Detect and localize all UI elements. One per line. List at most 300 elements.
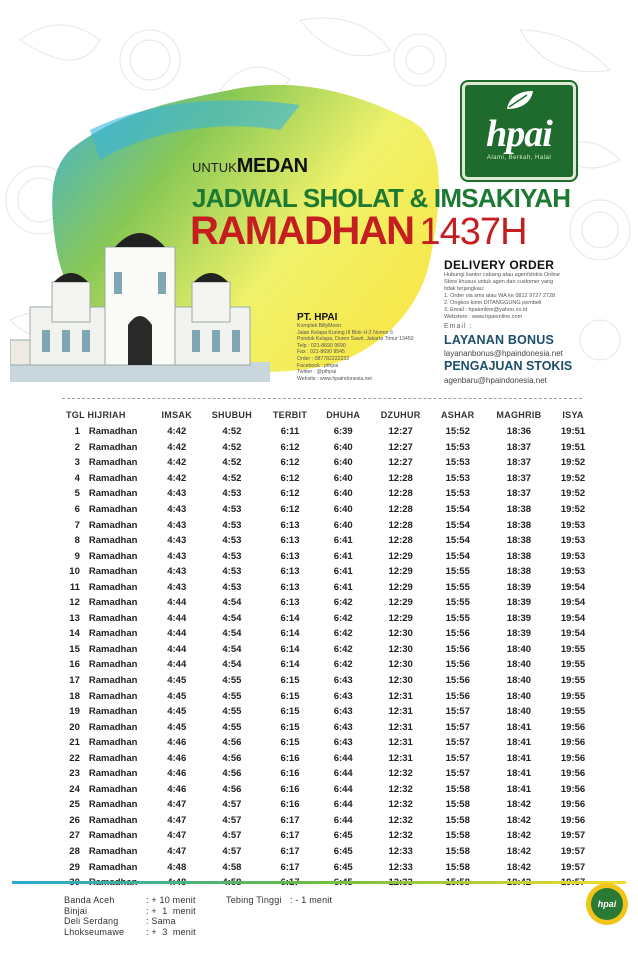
table-row bbox=[60, 533, 592, 549]
shubuh-time: 4:56 bbox=[222, 737, 242, 749]
imsak-time: 4:45 bbox=[167, 721, 187, 733]
untuk-city-line bbox=[192, 155, 308, 178]
day-number: 28 bbox=[69, 846, 80, 858]
maghrib-time: 18:42 bbox=[506, 846, 532, 858]
ashar-time: 15:56 bbox=[445, 690, 470, 702]
dzuhur-time: 12:28 bbox=[388, 488, 413, 500]
ashar-time: 15:56 bbox=[445, 643, 470, 655]
imsak-time: 4:45 bbox=[167, 706, 187, 718]
month-name: Ramadhan bbox=[88, 706, 138, 718]
month-name: Ramadhan bbox=[88, 737, 138, 749]
terbit-time: 6:14 bbox=[280, 643, 300, 655]
imsak-time: 4:44 bbox=[167, 612, 187, 624]
dzuhur-time: 12:30 bbox=[388, 675, 413, 687]
maghrib-time: 18:40 bbox=[506, 706, 532, 718]
ashar-time: 15:53 bbox=[445, 441, 470, 453]
day-number: 9 bbox=[74, 550, 80, 562]
day-number: 8 bbox=[74, 535, 80, 547]
day-number: 21 bbox=[69, 737, 80, 749]
header-terbit: TERBIT bbox=[272, 410, 308, 420]
imsak-time: 4:46 bbox=[167, 737, 187, 749]
dhuha-time: 6:42 bbox=[333, 612, 353, 624]
maghrib-time: 18:37 bbox=[506, 457, 532, 469]
dzuhur-time: 12:29 bbox=[388, 612, 413, 624]
imsak-time: 4:43 bbox=[167, 566, 187, 578]
dzuhur-time: 12:32 bbox=[388, 768, 413, 780]
day-number: 1 bbox=[74, 426, 80, 438]
dhuha-time: 6:40 bbox=[333, 504, 353, 515]
dzuhur-time: 12:32 bbox=[388, 783, 413, 795]
dhuha-time: 6:42 bbox=[333, 628, 353, 640]
maghrib-time: 18:41 bbox=[506, 783, 532, 795]
header-dzuhur: DZUHUR bbox=[380, 410, 421, 420]
month-name: Ramadhan bbox=[88, 643, 138, 655]
terbit-time: 6:13 bbox=[280, 519, 300, 531]
company-line: Website : www.hpaindonesia.net bbox=[297, 375, 372, 382]
ashar-time: 15:54 bbox=[445, 504, 470, 515]
imsak-time: 4:47 bbox=[167, 814, 187, 826]
dzuhur-time: 12:31 bbox=[388, 737, 413, 749]
imsak-time: 4:43 bbox=[167, 488, 187, 500]
day-number: 27 bbox=[69, 830, 80, 842]
page-title: JADWAL SHOLAT & IMSAKIYAH bbox=[192, 183, 571, 213]
dzuhur-time: 12:30 bbox=[388, 628, 413, 640]
day-number: 18 bbox=[69, 690, 80, 702]
dzuhur-time: 12:32 bbox=[388, 799, 413, 811]
dhuha-time: 6:43 bbox=[333, 721, 353, 733]
ashar-time: 15:56 bbox=[445, 628, 470, 640]
isya-time: 19:53 bbox=[560, 566, 586, 578]
month-name: Ramadhan bbox=[88, 472, 138, 484]
imsak-time: 4:45 bbox=[167, 675, 187, 687]
maghrib-time: 18:42 bbox=[506, 799, 532, 811]
shubuh-time: 4:53 bbox=[222, 566, 242, 578]
delivery-line: Hubungi kantor cabang atau agen/stokis Online bbox=[444, 272, 560, 278]
company-line: Pondok Kelapa, Duren Sawit, Jakarta Timur 13450 bbox=[297, 336, 414, 343]
dzuhur-time: 12:33 bbox=[388, 861, 413, 873]
dhuha-time: 6:43 bbox=[333, 690, 353, 702]
footer-tebing-offset: : - 1 menit bbox=[290, 895, 333, 905]
day-number: 22 bbox=[69, 752, 80, 764]
dzuhur-time: 12:29 bbox=[388, 550, 413, 562]
maghrib-time: 18:42 bbox=[506, 861, 532, 873]
isya-time: 19:52 bbox=[560, 504, 586, 515]
pengajuan-stokis-title: PENGAJUAN STOKIS bbox=[444, 359, 573, 373]
terbit-time: 6:11 bbox=[280, 426, 300, 438]
imsak-time: 4:42 bbox=[167, 426, 187, 438]
ashar-time: 15:57 bbox=[445, 752, 470, 764]
table-row bbox=[60, 626, 592, 642]
header-tgl-hijriah: TGL HIJRIAH bbox=[66, 410, 126, 420]
delivery-line: tidak terjangkau: bbox=[444, 286, 485, 292]
dzuhur-time: 12:31 bbox=[388, 752, 413, 764]
dzuhur-time: 12:29 bbox=[388, 566, 413, 578]
month-name: Ramadhan bbox=[88, 550, 138, 562]
imsak-time: 4:46 bbox=[167, 768, 187, 780]
table-row bbox=[60, 595, 592, 611]
delivery-line: Store khusus untuk agen dan customer yang bbox=[444, 279, 554, 285]
imsak-time: 4:44 bbox=[167, 643, 187, 655]
maghrib-time: 18:37 bbox=[506, 472, 532, 484]
dzuhur-time: 12:28 bbox=[388, 535, 413, 547]
table-row bbox=[60, 750, 592, 766]
dhuha-time: 6:41 bbox=[333, 535, 353, 547]
isya-time: 19:52 bbox=[560, 472, 586, 484]
day-number: 13 bbox=[69, 612, 80, 624]
maghrib-time: 18:41 bbox=[506, 721, 532, 733]
day-number: 15 bbox=[69, 643, 80, 655]
dzuhur-time: 12:32 bbox=[388, 830, 413, 842]
isya-time: 19:52 bbox=[560, 488, 586, 500]
imsak-time: 4:42 bbox=[167, 441, 187, 453]
shubuh-time: 4:52 bbox=[222, 472, 242, 484]
terbit-time: 6:13 bbox=[280, 550, 300, 562]
maghrib-time: 18:42 bbox=[506, 814, 532, 826]
month-name: Ramadhan bbox=[88, 504, 138, 515]
shubuh-time: 4:53 bbox=[222, 581, 242, 593]
shubuh-time: 4:53 bbox=[222, 504, 242, 515]
dzuhur-time: 12:30 bbox=[388, 659, 413, 671]
day-number: 14 bbox=[69, 628, 80, 640]
maghrib-time: 18:37 bbox=[506, 441, 532, 453]
shubuh-time: 4:53 bbox=[222, 519, 242, 531]
divider bbox=[62, 398, 582, 399]
pengajuan-stokis-email[interactable]: agenbaru@hpaindonesia.net bbox=[444, 376, 547, 385]
ashar-time: 15:54 bbox=[445, 519, 470, 531]
company-line: Telp : 021-8690 9690 bbox=[297, 342, 346, 349]
dzuhur-time: 12:31 bbox=[388, 690, 413, 702]
shubuh-time: 4:53 bbox=[222, 535, 242, 547]
day-number: 2 bbox=[74, 441, 80, 453]
table-row bbox=[60, 657, 592, 673]
dzuhur-time: 12:28 bbox=[388, 519, 413, 531]
terbit-time: 6:14 bbox=[280, 628, 300, 640]
shubuh-time: 4:55 bbox=[222, 690, 242, 702]
imsak-time: 4:47 bbox=[167, 799, 187, 811]
shubuh-time: 4:57 bbox=[222, 830, 242, 842]
shubuh-time: 4:57 bbox=[222, 846, 242, 858]
dhuha-time: 6:44 bbox=[333, 814, 353, 826]
dhuha-time: 6:40 bbox=[333, 457, 353, 469]
ashar-time: 15:57 bbox=[445, 706, 470, 718]
header-ashar: ASHAR bbox=[440, 410, 475, 420]
maghrib-time: 18:38 bbox=[506, 550, 532, 562]
delivery-line: 3. Email : hpaionline@yahoo.co.id bbox=[444, 307, 528, 313]
month-name: Ramadhan bbox=[88, 535, 138, 547]
footer-city-tebing: Tebing Tinggi bbox=[226, 895, 282, 905]
isya-time: 19:52 bbox=[560, 457, 586, 469]
shubuh-time: 4:52 bbox=[222, 426, 242, 438]
shubuh-time: 4:52 bbox=[222, 441, 242, 453]
ashar-time: 15:54 bbox=[445, 550, 470, 562]
day-number: 29 bbox=[69, 861, 80, 873]
imsak-time: 4:44 bbox=[167, 597, 187, 609]
month-name: Ramadhan bbox=[88, 675, 138, 687]
shubuh-time: 4:56 bbox=[222, 752, 242, 764]
logo-tagline: Alami, Berkah, Halal bbox=[486, 155, 552, 161]
ashar-time: 15:58 bbox=[445, 861, 470, 873]
day-number: 10 bbox=[69, 566, 80, 578]
maghrib-time: 18:39 bbox=[506, 581, 532, 593]
day-number: 20 bbox=[69, 721, 80, 733]
ashar-time: 15:56 bbox=[445, 659, 470, 671]
ashar-time: 15:57 bbox=[445, 721, 470, 733]
delivery-line: Webstore : www.hpaionline.com bbox=[444, 314, 523, 320]
isya-time: 19:57 bbox=[560, 846, 586, 858]
month-name: Ramadhan bbox=[88, 830, 138, 842]
company-line: Order : 087782222232 bbox=[297, 355, 350, 362]
table-row bbox=[60, 688, 592, 704]
imsak-time: 4:43 bbox=[167, 550, 187, 562]
isya-time: 19:54 bbox=[560, 628, 586, 640]
maghrib-time: 18:41 bbox=[506, 768, 532, 780]
terbit-time: 6:15 bbox=[280, 690, 300, 702]
isya-time: 19:54 bbox=[560, 581, 586, 593]
isya-time: 19:55 bbox=[560, 675, 586, 687]
ashar-time: 15:55 bbox=[445, 597, 470, 609]
layanan-bonus-email[interactable]: layananbonus@hpaindonesia.net bbox=[444, 349, 563, 358]
imsak-time: 4:48 bbox=[167, 861, 187, 873]
maghrib-time: 18:39 bbox=[506, 597, 532, 609]
table-row bbox=[60, 735, 592, 751]
maghrib-time: 18:38 bbox=[506, 535, 532, 547]
terbit-time: 6:16 bbox=[280, 799, 300, 811]
email-label: Email : bbox=[444, 323, 473, 330]
maghrib-time: 18:42 bbox=[506, 830, 532, 842]
day-number: 19 bbox=[69, 706, 80, 718]
table-row bbox=[60, 704, 592, 720]
ashar-time: 15:58 bbox=[445, 814, 470, 826]
schedule-table bbox=[60, 406, 592, 890]
day-number: 26 bbox=[69, 814, 80, 826]
header-maghrib: MAGHRIB bbox=[496, 410, 542, 420]
company-line: Jalan Kelapa Kuning III Blok H-2 Nomor 6 bbox=[297, 329, 394, 336]
isya-time: 19:55 bbox=[560, 659, 586, 671]
ashar-time: 15:53 bbox=[445, 457, 470, 469]
table-row bbox=[60, 859, 592, 875]
table-row bbox=[60, 517, 592, 533]
month-name: Ramadhan bbox=[88, 457, 138, 469]
delivery-line: 1. Order via sms atau WA ke 0812 9727 2728 bbox=[444, 293, 556, 299]
ashar-time: 15:58 bbox=[445, 783, 470, 795]
dhuha-time: 6:44 bbox=[333, 799, 353, 811]
dzuhur-time: 12:28 bbox=[388, 504, 413, 515]
table-row bbox=[60, 440, 592, 456]
isya-time: 19:57 bbox=[560, 861, 586, 873]
month-name: Ramadhan bbox=[88, 861, 138, 873]
table-row bbox=[60, 797, 592, 813]
shubuh-time: 4:55 bbox=[222, 721, 242, 733]
month-name: Ramadhan bbox=[88, 659, 138, 671]
maghrib-time: 18:36 bbox=[506, 426, 532, 438]
company-line: Fax : 021-8690 9545 bbox=[297, 349, 345, 356]
table-row bbox=[60, 579, 592, 595]
shubuh-time: 4:53 bbox=[222, 550, 242, 562]
shubuh-time: 4:54 bbox=[222, 659, 242, 671]
shubuh-time: 4:57 bbox=[222, 814, 242, 826]
shubuh-time: 4:56 bbox=[222, 768, 242, 780]
isya-time: 19:56 bbox=[560, 783, 586, 795]
terbit-time: 6:13 bbox=[280, 597, 300, 609]
isya-time: 19:53 bbox=[560, 550, 586, 562]
dhuha-time: 6:44 bbox=[333, 768, 353, 780]
dzuhur-time: 12:30 bbox=[388, 643, 413, 655]
shubuh-time: 4:54 bbox=[222, 628, 242, 640]
dhuha-time: 6:39 bbox=[333, 426, 353, 438]
table-row bbox=[60, 611, 592, 627]
imsak-time: 4:46 bbox=[167, 783, 187, 795]
terbit-time: 6:14 bbox=[280, 659, 300, 671]
footer-cities: Banda Aceh Binjai Deli Serdang Lhokseumawe bbox=[64, 895, 125, 937]
table-header-row bbox=[60, 406, 592, 424]
table-row bbox=[60, 813, 592, 829]
dhuha-time: 6:40 bbox=[333, 519, 353, 531]
maghrib-time: 18:40 bbox=[506, 690, 532, 702]
header-imsak: IMSAK bbox=[161, 410, 192, 420]
table-row bbox=[60, 471, 592, 487]
isya-time: 19:55 bbox=[560, 643, 586, 655]
terbit-time: 6:16 bbox=[280, 783, 300, 795]
footer-city-offsets: : + 10 menit : + 1 menit : Sama : + 3 menit bbox=[146, 895, 196, 937]
ashar-time: 15:58 bbox=[445, 830, 470, 842]
table-row bbox=[60, 719, 592, 735]
shubuh-time: 4:56 bbox=[222, 783, 242, 795]
dzuhur-time: 12:29 bbox=[388, 581, 413, 593]
month-name: Ramadhan bbox=[88, 488, 138, 500]
maghrib-time: 18:40 bbox=[506, 643, 532, 655]
day-number: 5 bbox=[74, 488, 80, 500]
terbit-time: 6:17 bbox=[280, 846, 300, 858]
ashar-time: 15:56 bbox=[445, 675, 470, 687]
maghrib-time: 18:38 bbox=[506, 519, 532, 531]
dzuhur-time: 12:27 bbox=[388, 457, 413, 469]
table-row bbox=[60, 486, 592, 502]
header-dhuha: DHUHA bbox=[326, 410, 361, 420]
terbit-time: 6:14 bbox=[280, 612, 300, 624]
terbit-time: 6:15 bbox=[280, 721, 300, 733]
imsak-time: 4:46 bbox=[167, 752, 187, 764]
delivery-line: 2. Ongkos kirim DITANGGUNG pembeli bbox=[444, 300, 542, 306]
isya-time: 19:56 bbox=[560, 721, 586, 733]
terbit-time: 6:12 bbox=[280, 441, 300, 453]
shubuh-time: 4:52 bbox=[222, 457, 242, 469]
day-number: 23 bbox=[69, 768, 80, 780]
terbit-time: 6:15 bbox=[280, 737, 300, 749]
dhuha-time: 6:45 bbox=[333, 830, 353, 842]
year-label: 1437H bbox=[419, 211, 527, 253]
maghrib-time: 18:38 bbox=[506, 504, 532, 515]
terbit-time: 6:12 bbox=[280, 457, 300, 469]
company-name: PT. HPAI bbox=[297, 312, 338, 323]
company-line: Twitter : @pthpai bbox=[297, 369, 336, 376]
dhuha-time: 6:41 bbox=[333, 581, 353, 593]
month-name: Ramadhan bbox=[88, 846, 138, 858]
dhuha-time: 6:44 bbox=[333, 752, 353, 764]
dhuha-time: 6:45 bbox=[333, 861, 353, 873]
ramadhan-year bbox=[190, 210, 527, 261]
ashar-time: 15:57 bbox=[445, 768, 470, 780]
terbit-time: 6:15 bbox=[280, 675, 300, 687]
shubuh-time: 4:54 bbox=[222, 612, 242, 624]
table-row bbox=[60, 766, 592, 782]
isya-time: 19:56 bbox=[560, 737, 586, 749]
header-isya: ISYA bbox=[562, 410, 584, 420]
isya-time: 19:57 bbox=[560, 830, 586, 842]
month-name: Ramadhan bbox=[88, 690, 138, 702]
shubuh-time: 4:55 bbox=[222, 675, 242, 687]
imsak-time: 4:47 bbox=[167, 830, 187, 842]
ashar-time: 15:55 bbox=[445, 612, 470, 624]
ashar-time: 15:55 bbox=[445, 566, 470, 578]
shubuh-time: 4:53 bbox=[222, 488, 242, 500]
layanan-bonus-title: LAYANAN BONUS bbox=[444, 333, 555, 347]
halal-network-badge bbox=[586, 883, 628, 925]
terbit-time: 6:17 bbox=[280, 830, 300, 842]
dzuhur-time: 12:27 bbox=[388, 426, 413, 438]
dhuha-time: 6:40 bbox=[333, 488, 353, 500]
table-row bbox=[60, 642, 592, 658]
month-name: Ramadhan bbox=[88, 799, 138, 811]
isya-time: 19:56 bbox=[560, 768, 586, 780]
day-number: 4 bbox=[74, 472, 80, 484]
dhuha-time: 6:43 bbox=[333, 737, 353, 749]
terbit-time: 6:17 bbox=[280, 814, 300, 826]
terbit-time: 6:13 bbox=[280, 581, 300, 593]
day-number: 16 bbox=[69, 659, 80, 671]
day-number: 17 bbox=[69, 675, 80, 687]
table-row bbox=[60, 548, 592, 564]
table-row bbox=[60, 844, 592, 860]
maghrib-time: 18:39 bbox=[506, 628, 532, 640]
month-name: Ramadhan bbox=[88, 581, 138, 593]
leaf-icon bbox=[505, 89, 535, 111]
isya-time: 19:55 bbox=[560, 690, 586, 702]
table-row bbox=[60, 828, 592, 844]
maghrib-time: 18:40 bbox=[506, 659, 532, 671]
company-info bbox=[297, 312, 437, 382]
company-line: Facebook : pthpai bbox=[297, 362, 339, 369]
month-name: Ramadhan bbox=[88, 566, 138, 578]
imsak-time: 4:47 bbox=[167, 846, 187, 858]
terbit-time: 6:15 bbox=[280, 706, 300, 718]
maghrib-time: 18:37 bbox=[506, 488, 532, 500]
dhuha-time: 6:43 bbox=[333, 675, 353, 687]
ashar-time: 15:58 bbox=[445, 799, 470, 811]
isya-time: 19:51 bbox=[560, 441, 586, 453]
month-name: Ramadhan bbox=[88, 814, 138, 826]
dhuha-time: 6:40 bbox=[333, 441, 353, 453]
delivery-heading: DELIVERY ORDER bbox=[444, 258, 555, 272]
dhuha-time: 6:42 bbox=[333, 643, 353, 655]
header-shubuh: SHUBUH bbox=[211, 410, 253, 420]
company-line: Komplek BillyMoon bbox=[297, 323, 342, 329]
ashar-time: 15:53 bbox=[445, 488, 470, 500]
badge-logo-text: hpai bbox=[591, 888, 623, 920]
terbit-time: 6:13 bbox=[280, 535, 300, 547]
shubuh-time: 4:55 bbox=[222, 706, 242, 718]
table-row bbox=[60, 502, 592, 518]
imsak-time: 4:44 bbox=[167, 659, 187, 671]
dhuha-time: 6:42 bbox=[333, 597, 353, 609]
table-row bbox=[60, 564, 592, 580]
terbit-time: 6:17 bbox=[280, 861, 300, 873]
shubuh-time: 4:54 bbox=[222, 643, 242, 655]
maghrib-time: 18:40 bbox=[506, 675, 532, 687]
terbit-time: 6:12 bbox=[280, 472, 300, 484]
table-row bbox=[60, 455, 592, 471]
dhuha-time: 6:45 bbox=[333, 846, 353, 858]
imsak-time: 4:42 bbox=[167, 472, 187, 484]
